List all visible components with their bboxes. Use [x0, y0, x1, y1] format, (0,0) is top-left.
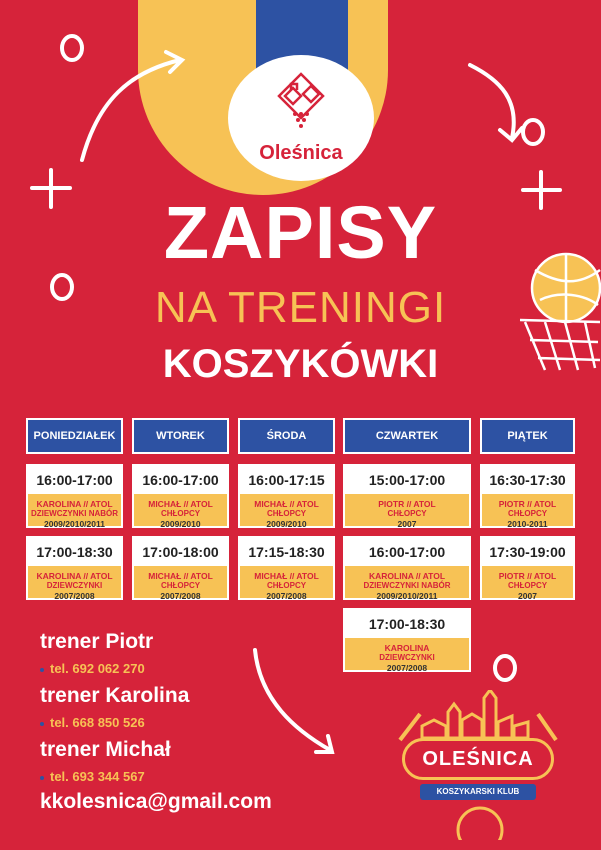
session-group: CHŁOPCY [160, 509, 201, 518]
session-coach: KAROLINA [384, 643, 430, 653]
session-card [480, 536, 575, 600]
session-group: CHŁOPCY [266, 581, 307, 590]
session-time: 16:00-17:15 [240, 466, 333, 494]
session-coach: MICHAŁ // ATOL [148, 499, 213, 509]
o-mark-icon [495, 656, 515, 680]
session-years: 2007 [518, 591, 537, 601]
session-years: 2009/2010/2011 [44, 519, 105, 529]
day-header-thursday: CZWARTEK [343, 418, 471, 454]
session-card [238, 536, 335, 600]
session-card [343, 608, 471, 672]
session-group: CHŁOPCY [507, 509, 548, 518]
coach-phone-karolina[interactable] [40, 715, 145, 730]
session-years: 2009/2010 [160, 519, 201, 529]
session-card [343, 536, 471, 600]
session-group: DZIEWCZYNKI NABÓR [363, 581, 451, 590]
session-years: 2010-2011 [507, 519, 548, 529]
bullet-icon [40, 776, 44, 780]
day-header-monday: PONIEDZIAŁEK [26, 418, 123, 454]
arrow-icon [255, 650, 332, 752]
session-card [238, 464, 335, 528]
arrow-icon [82, 52, 182, 160]
session-time: 17:00-18:30 [28, 538, 121, 566]
session-time: 17:15-18:30 [240, 538, 333, 566]
session-group: DZIEWCZYNKI [379, 653, 435, 662]
session-time: 17:00-18:30 [345, 610, 469, 638]
phone-text: tel. 693 344 567 [50, 769, 145, 784]
session-card [26, 536, 123, 600]
o-mark-icon [62, 36, 82, 60]
day-header-friday: PIĄTEK [480, 418, 575, 454]
session-years: 2009/2010 [266, 519, 307, 529]
session-time: 16:00-17:00 [28, 466, 121, 494]
session-coach: PIOTR // ATOL [498, 499, 557, 509]
session-coach: KAROLINA // ATOL [36, 499, 113, 509]
session-time: 16:00-17:00 [345, 538, 469, 566]
session-coach: MICHAŁ // ATOL [254, 499, 319, 509]
coach-name-karolina: trener Karolina [40, 684, 190, 707]
coach-name-michal: trener Michał [40, 738, 171, 761]
session-group: DZIEWCZYNKI [46, 581, 103, 590]
session-time: 17:30-19:00 [482, 538, 573, 566]
session-years: 2009/2010/2011 [376, 591, 438, 601]
title-line-2: NA TRENINGI [154, 283, 447, 332]
day-header-wednesday: ŚRODA [238, 418, 335, 454]
session-card [26, 464, 123, 528]
session-years: 2007 [397, 519, 417, 529]
session-coach: MICHAŁ // ATOL [254, 571, 319, 581]
day-header-tuesday: WTOREK [132, 418, 229, 454]
session-time: 17:00-18:00 [134, 538, 227, 566]
phone-text: tel. 692 062 270 [50, 661, 145, 676]
basketball-icon [458, 808, 502, 840]
coach-phone-piotr[interactable] [40, 661, 145, 676]
session-time: 16:30-17:30 [482, 466, 573, 494]
club-name: OLEŚNICA [402, 738, 554, 780]
session-group: CHŁOPCY [160, 581, 201, 590]
session-card [132, 536, 229, 600]
coach-phone-michal[interactable] [40, 769, 145, 784]
o-mark-icon [523, 120, 543, 144]
phone-text: tel. 668 850 526 [50, 715, 145, 730]
contact-email-link[interactable]: kkolesnica@gmail.com [40, 790, 272, 813]
session-group: CHŁOPCY [387, 509, 427, 518]
session-group: CHŁOPCY [507, 581, 548, 590]
session-time: 15:00-17:00 [345, 466, 469, 494]
session-time: 16:00-17:00 [134, 466, 227, 494]
session-coach: KAROLINA // ATOL [36, 571, 113, 581]
title-line-1: ZAPISY [163, 191, 438, 274]
session-card [343, 464, 471, 528]
coach-name-piotr: trener Piotr [40, 630, 154, 653]
city-logo-text: Oleśnica [259, 142, 343, 164]
session-years: 2007/2008 [54, 591, 95, 601]
club-subtitle: KOSZYKARSKI KLUB [420, 784, 536, 800]
bullet-icon [40, 722, 44, 726]
title-line-3: KOSZYKÓWKI [162, 342, 439, 386]
session-card [480, 464, 575, 528]
session-coach: PIOTR // ATOL [498, 571, 557, 581]
session-years: 2007/2008 [266, 591, 307, 601]
session-coach: KAROLINA // ATOL [368, 571, 446, 581]
session-years: 2007/2008 [160, 591, 201, 601]
session-group: CHŁOPCY [266, 509, 307, 518]
city-emblem-icon [273, 70, 329, 134]
session-coach: MICHAŁ // ATOL [148, 571, 213, 581]
session-years: 2007/2008 [386, 663, 428, 673]
session-group: DZIEWCZYNKI NABÓR [30, 509, 119, 518]
session-card [132, 464, 229, 528]
session-coach: PIOTR // ATOL [378, 499, 436, 509]
bullet-icon [40, 668, 44, 672]
arrow-icon [470, 65, 522, 140]
